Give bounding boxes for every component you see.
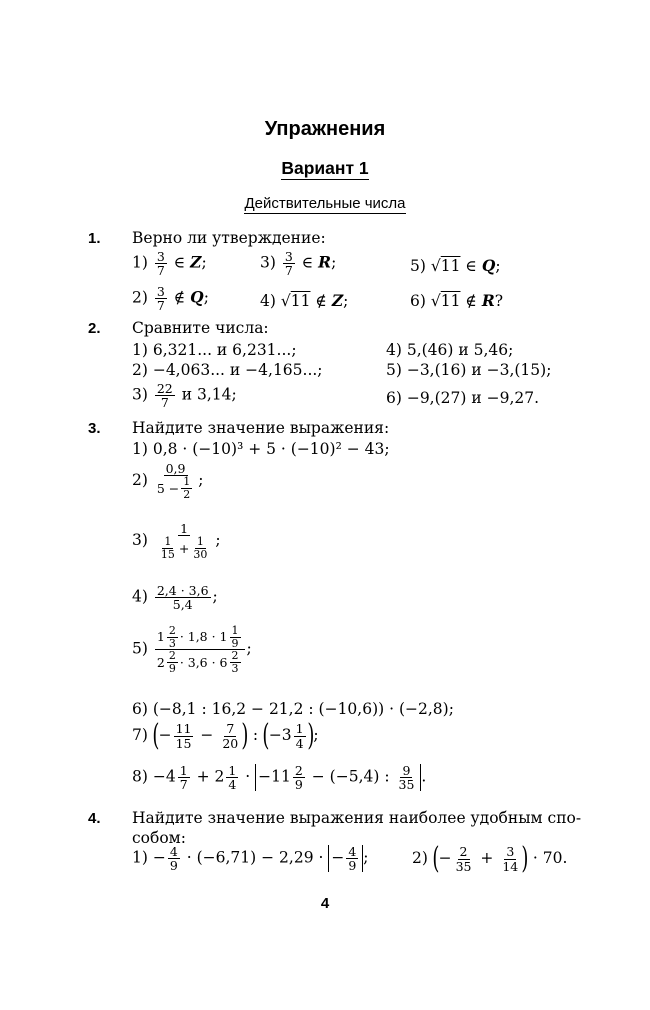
expression: 5) 1 $\frac{2}{3}$ · 1,8 · 1 $\frac{1}{9}$ 2 $\frac{2}{9}$ · 3,6 · 6 $\frac{2}{3}$ ;	[132, 624, 252, 675]
expression: 2) 0,9 5 − $\frac{1}{2}$ ;	[132, 461, 204, 501]
task-prompt: Найдите значение выражения:	[132, 419, 390, 437]
fraction: $\frac{7}{20}$	[222, 721, 239, 751]
expression: 1) − $\frac{4}{9}$ · (−6,71) − 2,29 · − $\frac{4}{9}$ ;	[132, 844, 369, 874]
set-symbol: Z	[190, 252, 202, 272]
fraction: $\frac{1}{7}$	[179, 763, 188, 793]
absolute-value: −11 $\frac{2}{9}$ − (−5,4) : $\frac{9}{35}$	[255, 764, 421, 791]
fraction: $\frac{3}{14}$	[502, 844, 519, 874]
compare-item: 1) 6,321... и 6,231...;	[132, 341, 297, 359]
fraction: $\frac{3}{7}$	[284, 249, 293, 279]
expression: 3) 1 $\frac{1}{15}$ + $\frac{1}{30}$ ;	[132, 521, 221, 561]
set-symbol: Q	[190, 287, 204, 307]
task1-item-3: 3) $\frac{3}{7}$ ∈ R;	[260, 249, 337, 279]
sqrt-value: 11	[440, 257, 461, 275]
item-label: 3)	[260, 253, 276, 272]
fraction: $\frac{3}{7}$	[156, 249, 165, 279]
page-title: Упражнения	[264, 118, 386, 140]
set-symbol: R	[481, 291, 495, 310]
fraction: 0,9 5 − $\frac{1}{2}$	[156, 461, 191, 501]
expression: 6) (−8,1 : 16,2 − 21,2 : (−10,6)) · (−2,8);	[132, 700, 454, 718]
item-label: 4)	[260, 292, 276, 310]
sqrt-sign: √	[280, 292, 291, 310]
compare-item: 4) 5,(46) и 5,46;	[386, 341, 514, 359]
expression: 2) (− $\frac{2}{35}$ + $\frac{3}{14}$ ) · 70.	[412, 841, 568, 876]
expression: 8) −4 $\frac{1}{7}$ + 2 $\frac{1}{4}$ · −11 $\frac{2}{9}$ − (−5,4) : $\frac{9}{35}$ .	[132, 763, 427, 793]
task1-item-6: 6) √11 ∉ R?	[410, 291, 504, 310]
fraction: $\frac{22}{7}$	[156, 381, 173, 411]
sqrt-sign: √	[430, 292, 441, 310]
task1-item-2: 2) $\frac{3}{7}$ ∉ Q;	[132, 284, 209, 314]
task-prompt-continued: собом:	[132, 829, 186, 847]
sqrt-sign: √	[430, 257, 441, 275]
task-number: 2.	[88, 320, 101, 337]
expression: 4) $\frac{2,4 \cdot 3,6}{5,4}$ ;	[132, 583, 218, 613]
task-number: 4.	[88, 810, 101, 827]
compare-item: 5) −3,(16) и −3,(15);	[386, 361, 552, 379]
set-symbol: Q	[481, 256, 496, 275]
variant-title	[0, 158, 650, 179]
task-prompt: Сравните числа:	[132, 319, 269, 337]
fraction: $\frac{2,4 \cdot 3,6}{5,4}$	[156, 583, 209, 613]
task-prompt: Верно ли утверждение:	[132, 229, 326, 247]
set-symbol: Z	[331, 291, 344, 310]
fraction: $\frac{4}{9}$	[169, 844, 178, 874]
fraction: $\frac{11}{15}$	[175, 721, 192, 751]
fraction: $\frac{1}{4}$	[228, 763, 237, 793]
task-number: 1.	[88, 230, 101, 247]
expression: 1) 0,8 · (−10)³ + 5 · (−10)² − 43;	[132, 440, 390, 458]
task1-item-1: 1) $\frac{3}{7}$ ∈ Z;	[132, 249, 207, 279]
item-label: 2)	[132, 288, 148, 307]
task1-item-5: 5) √11 ∈ Q;	[410, 256, 501, 275]
expression: 7) (− $\frac{11}{15}$ − $\frac{7}{20}$ ) : (−3 $\frac{1}{4}$ );	[132, 718, 319, 753]
item-label: 1)	[132, 253, 148, 272]
sqrt-value: 11	[290, 292, 311, 310]
section-title	[0, 195, 650, 212]
compare-item: 3) $\frac{22}{7}$ и 3,14;	[132, 381, 237, 411]
task1-item-4: 4) √11 ∉ Z;	[260, 291, 349, 310]
relation: ∉	[315, 292, 327, 310]
compare-item: 2) −4,063... и −4,165...;	[132, 361, 323, 379]
page-number: 4	[320, 895, 330, 912]
relation: ∉	[465, 292, 477, 310]
relation: ∈	[465, 257, 477, 275]
sqrt-value: 11	[440, 292, 461, 310]
set-symbol: R	[318, 252, 332, 272]
fraction: $\frac{1}{4}$	[295, 721, 304, 751]
task-number: 3.	[88, 420, 101, 437]
compare-item: 6) −9,(27) и −9,27.	[386, 389, 540, 407]
task-prompt: Найдите значение выражения наиболее удобным спо-	[132, 809, 582, 827]
fraction: $\frac{2}{35}$	[455, 844, 472, 874]
section-title-text: Действительные числа	[244, 195, 406, 212]
item-label: 6)	[410, 292, 426, 310]
absolute-value: − $\frac{4}{9}$	[328, 845, 363, 872]
fraction: 1 $\frac{2}{3}$ · 1,8 · 1 $\frac{1}{9}$ 2 $\frac{2}{9}$ · 3,6 · 6 $\frac{2}{3}$	[155, 625, 245, 674]
relation: ∉	[173, 288, 186, 307]
relation: ∈	[301, 253, 314, 272]
fraction: $\frac{3}{7}$	[156, 284, 165, 314]
relation: ∈	[173, 253, 186, 272]
item-label: 5)	[410, 257, 426, 275]
fraction: 1 $\frac{1}{15}$ + $\frac{1}{30}$	[160, 521, 208, 561]
variant-title-text: Вариант 1	[281, 158, 369, 178]
